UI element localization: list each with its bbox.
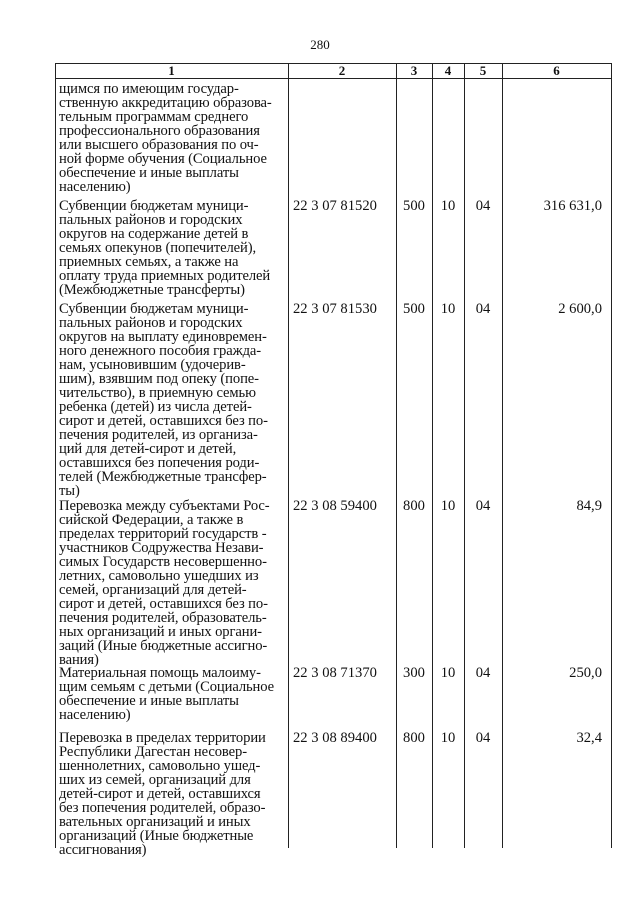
row-col-3: 500: [403, 301, 425, 317]
row-col-4: 10: [440, 665, 456, 681]
column-header-4: 4: [444, 63, 452, 78]
row-description: Перевозка в пределах территории Республики Дагестан несовер- шеннолетних, самовольно ушед- ших из семей, организаций для детей-сирот и детей, оставшихся без попечения родителей, образо- вательных организаций и иных организаций (Иные бюджетные ассигнования): [59, 730, 266, 858]
row-amount: 84,9: [576, 498, 602, 514]
row-amount: 316 631,0: [543, 198, 602, 214]
row-col-4: 10: [440, 301, 456, 317]
row-code: 22 3 08 59400: [293, 498, 377, 514]
column-header-2: 2: [338, 63, 346, 78]
row-description: Перевозка между субъектами Рос- сийской Федерации, а также в пределах территорий государств - участников Содружества Незави- симых Государств несовершенно- летних, самовольно ушедших из семей, организаций для детей- сирот и детей, оставшихся без по- печения родителей, образователь- ных организаций и иных органи- заций (Иные бюджетные ассигно- вания): [59, 498, 270, 668]
row-code: 22 3 07 81520: [293, 198, 377, 214]
row-amount: 250,0: [569, 665, 602, 681]
row-col-5: 04: [475, 301, 491, 317]
column-divider: [502, 63, 503, 848]
header-bottom-border: [55, 78, 612, 79]
row-col-3: 800: [403, 730, 425, 746]
column-divider: [611, 63, 612, 848]
row-code: 22 3 08 89400: [293, 730, 377, 746]
row-amount: 32,4: [576, 730, 602, 746]
column-header-5: 5: [479, 63, 487, 78]
row-col-5: 04: [475, 730, 491, 746]
row-col-3: 500: [403, 198, 425, 214]
column-divider: [288, 63, 289, 848]
row-col-4: 10: [440, 730, 456, 746]
row-code: 22 3 07 81530: [293, 301, 377, 317]
row-code: 22 3 08 71370: [293, 665, 377, 681]
page-number: 280: [310, 37, 330, 52]
row-col-4: 10: [440, 498, 456, 514]
column-header-3: 3: [410, 63, 418, 78]
column-header-6: 6: [553, 63, 560, 78]
column-header-1: 1: [168, 63, 175, 78]
row-col-3: 800: [403, 498, 425, 514]
row-col-4: 10: [440, 198, 456, 214]
row-description: щимся по имеющим государ- ственную аккредитацию образова- тельным программам среднего профессионального образования или высшего образования по оч- ной форме обучения (Социальное обеспечение и иные выплаты населению): [59, 81, 272, 195]
row-col-5: 04: [475, 665, 491, 681]
row-description: Субвенции бюджетам муници- пальных районов и городских округов на содержание детей в семьях опекунов (попечителей), приемных семьях, а также на оплату труда приемных родителей (Межбюджетные трансферты): [59, 198, 271, 298]
row-description: Субвенции бюджетам муници- пальных районов и городских округов на выплату единовремен- ного денежного пособия гражда- нам, усыновившим (удочерив- шим), взявшим под опеку (попе- чительство), в приемную семью ребенка (детей) из числа детей- сирот и детей, оставшихся без по- печения родителей, из организа- ций для детей-сирот и детей, оставшихся без попечения роди- телей (Межбюджетные трансфер- ты): [59, 301, 268, 499]
column-divider: [55, 63, 56, 848]
row-description: Материальная помощь малоиму- щим семьям с детьми (Социальное обеспечение и иные выплаты населению): [59, 665, 275, 723]
row-col-3: 300: [403, 665, 425, 681]
budget-table: [55, 63, 612, 858]
row-col-5: 04: [475, 498, 491, 514]
row-amount: 2 600,0: [558, 301, 602, 317]
row-col-5: 04: [475, 198, 491, 214]
